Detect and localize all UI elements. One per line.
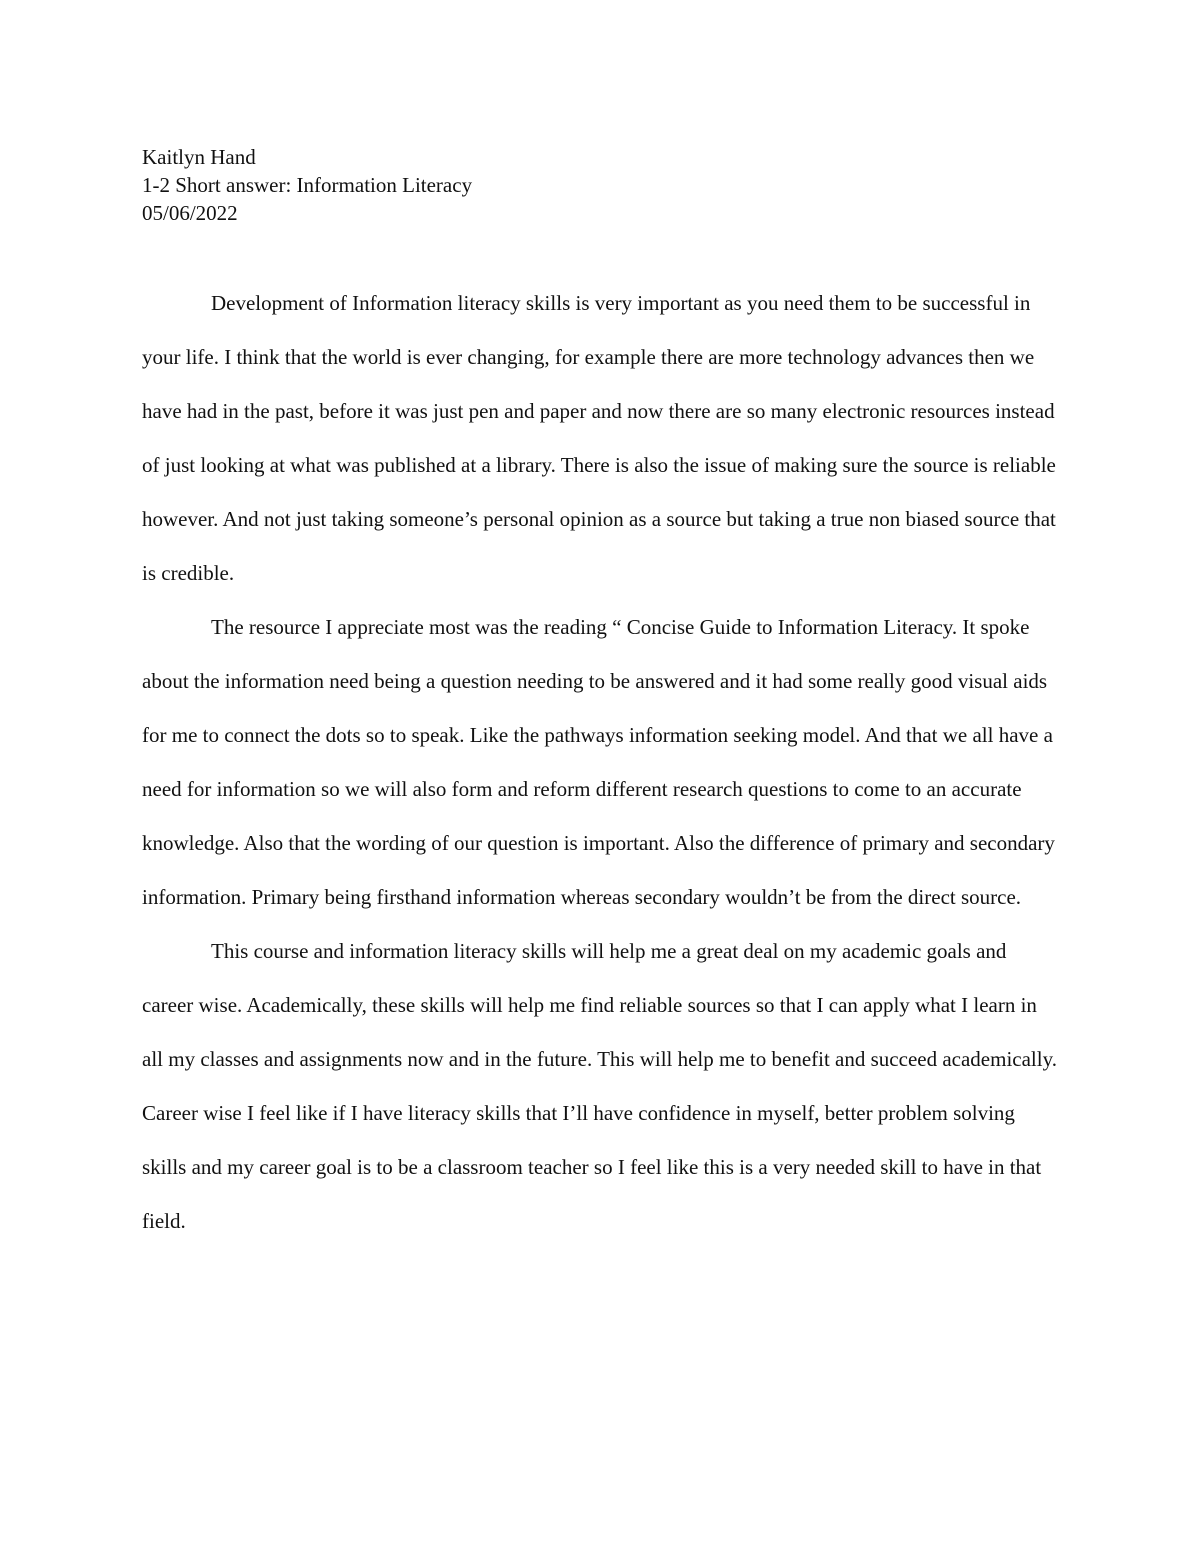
paragraph: The resource I appreciate most was the reading “ Concise Guide to Information Literacy. It spoke about the information need being a question needing to be answered and it had some really good visual aids for me to connect the dots so to speak. Like the pathways information seeking model. And that we all have a need for information so we will also form and reform different research questions to come to an accurate knowledge. Also that the wording of our question is important. Also the difference of primary and secondary information. Primary being firsthand information whereas secondary wouldn’t be from the direct source. — [142, 615, 1055, 909]
document-body — [142, 276, 1058, 1248]
document-header — [142, 143, 1062, 227]
author-name: Kaitlyn Hand — [142, 145, 256, 169]
assignment-title: 1-2 Short answer: Information Literacy — [142, 173, 473, 197]
paragraph: Development of Information literacy skills is very important as you need them to be successful in your life. I think that the world is ever changing, for example there are more technology advances then we have had in the past, before it was just pen and paper and now there are so many electronic resources instead of just looking at what was published at a library. There is also the issue of making sure the source is reliable however. And not just taking someone’s personal opinion as a source but taking a true non biased source that is credible. — [142, 291, 1056, 585]
paragraph: This course and information literacy skills will help me a great deal on my academic goals and career wise. Academically, these skills will help me find reliable sources so that I can apply what I learn in all my classes and assignments now and in the future. This will help me to benefit and succeed academically. Career wise I feel like if I have literacy skills that I’ll have confidence in myself, better problem solving skills and my career goal is to be a classroom teacher so I feel like this is a very needed skill to have in that field. — [142, 939, 1057, 1233]
document-date: 05/06/2022 — [142, 201, 238, 225]
